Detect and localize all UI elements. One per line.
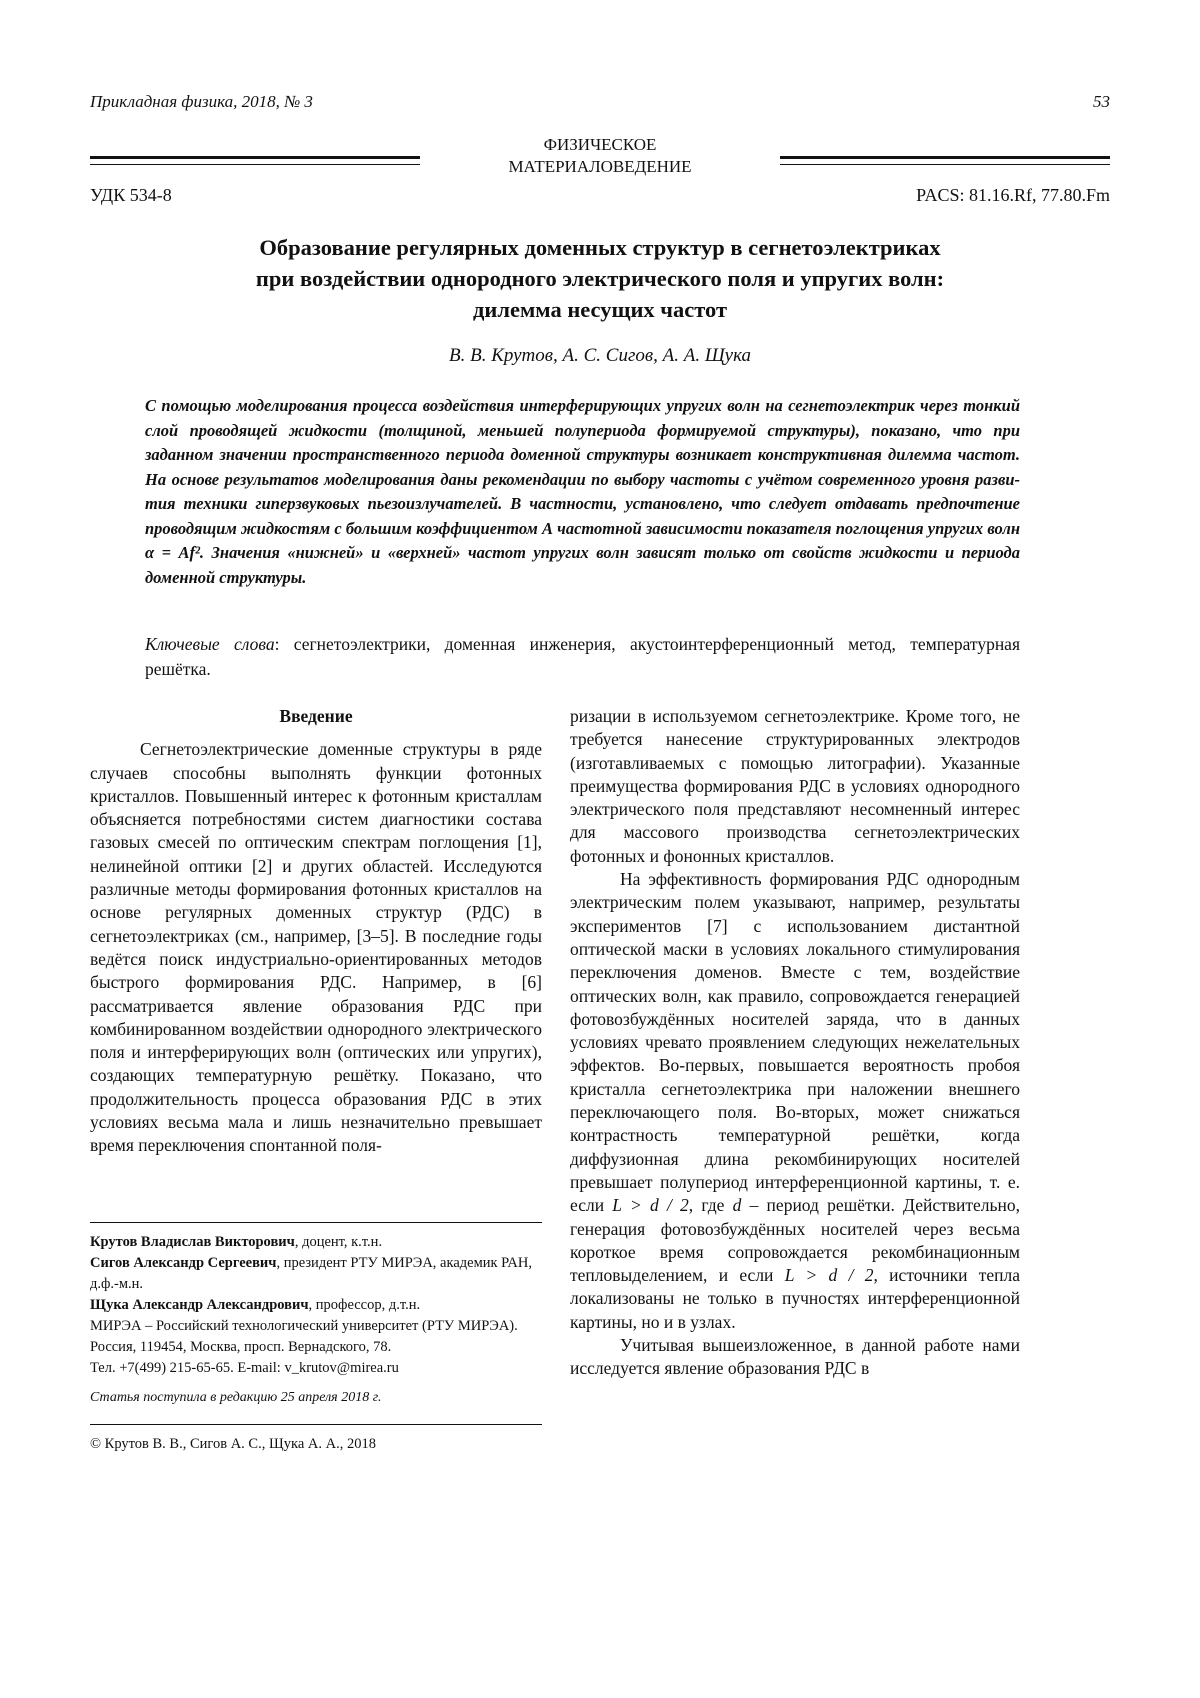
author-3-role: , профессор, д.т.н. (308, 1297, 421, 1313)
author-3-name: Щука Александр Александрович (90, 1297, 309, 1313)
paragraph-text: , где (688, 1195, 733, 1216)
copyright-rule (90, 1424, 542, 1425)
abstract-text: С помощью моделирования процесса воздействия интерферирующих упругих волн на сегнетоэлектрик через тонкий слой проводящей жидкости (толщиной, меньшей полупериода формируемой структуры), показано, что при заданном значении пространственного периода доменной структуры возникает конструктивная дилемма частот. На основе результатов моделирования даны рекомендации по выбору частоты с учётом современного уровня развития техники гиперзвуковых пьезоизлучателей. В частности, установлено, что следует отдавать предпочтение проводящим жидкостям с большим коэффициентом А частотной зависимости показателя поглощения упругих волн (145, 396, 1020, 538)
authors: В. В. Крутов, А. С. Сигов, А. А. Щука (449, 345, 751, 366)
math-inline: L > d / 2 (612, 1195, 689, 1216)
right-column (570, 705, 1020, 1381)
author-2-name: Сигов Александр Сергеевич (90, 1255, 277, 1271)
paragraph-text: На эффективность формирования РДС однородным электрическим полем указывают, например, результаты экспериментов [7] с использованием дистантной оптической маски в условиях локального стимулирования переключения доменов. Вместе с тем, воздействие оптических волн, как правило, сопровождается генерацией фотовозбуждённых носителей заряда, что в данных условиях чревато проявлением следующих нежелательных эффектов. Во-первых, повышается вероятность пробоя кристалла сегнетоэлектрика при наложении внешнего переключающего поля. Во-вторых, может снижаться контрастность температурной решётки, когда диффузионная длина рекомбинирующих носителей превышает полупериод интерференционной картины, т. е. если (570, 869, 1020, 1216)
footnote-rule (90, 1222, 542, 1223)
paragraph (570, 868, 1020, 1334)
contact: Тел. +7(499) 215-65-65. E-mail: v_krutov@mirea.ru (90, 1360, 399, 1376)
section-title (420, 134, 780, 178)
math-inline: L > d / 2 (784, 1265, 874, 1286)
title-line: при воздействии однородного электрического поля и упругих волн: (255, 266, 945, 291)
keywords (145, 632, 1020, 681)
keywords-label: Ключевые слова (145, 634, 275, 654)
paragraph-text: – период решётки. Действительно, генерация фотовозбуждённых носителей через весьма короткое время сопровождается рекомбинационным тепловыделением, и если (570, 1195, 1021, 1286)
paragraph: Сегнетоэлектрические доменные структуры в ряде случаев способны выполнять функции фотонных кристаллов. Повышенный интерес к фотонным кристаллам объясняется потребностями систем диагностики состава газовых смесей по оптическим спектрам поглощения [1], нелинейной оптики [2] и других областей. Исследуются различные методы формирования фотонных кристаллов на основе регулярных доменных структур (РДС) в сегнетоэлектриках (см., например, [3–5]. В последние годы ведётся поиск индустриально-ориентированных методов быстрого формирования РДС. Например, в [6] рассматривается явление образования РДС при комбинированном воздействии однородного электрического поля и интерферирующих волн (оптических или упругих), создающих температурную решётку. Показано, что продолжительность процесса образования РДС в этих условиях весьма мала и лишь незначительно превышает время переключения спонтанной поля- (90, 739, 542, 1156)
author-1 (90, 1232, 542, 1253)
section-rule-left (90, 156, 420, 165)
author-2-role: , президент РТУ МИРЭА, академик РАН, д.ф.-м.н. (90, 1255, 532, 1292)
journal-name: Прикладная физика, 2018, № 3 (90, 92, 313, 111)
address: Россия, 119454, Москва, просп. Вернадского, 78. (90, 1339, 392, 1355)
article-title (90, 232, 1110, 325)
page-number: 53 (1093, 92, 1110, 111)
section-title-line1: ФИЗИЧЕСКОЕ (543, 135, 657, 154)
title-line: Образование регулярных доменных структур в сегнетоэлектриках (259, 235, 941, 260)
abstract (145, 394, 1020, 590)
left-column (90, 705, 542, 1158)
paragraph-text: , источники тепла локализованы не только в пучностях интерференционной картины, но и в узлах. (570, 1265, 1021, 1332)
running-head (90, 92, 1110, 112)
math-inline: d (732, 1195, 742, 1216)
keywords-text: : сегнетоэлектрики, доменная инженерия, акустоинтерференционный метод, температурная решётка. (145, 634, 1020, 679)
author-1-role: , доцент, к.т.н. (294, 1234, 383, 1250)
title-line: дилемма несущих частот (472, 297, 727, 322)
author-2 (90, 1253, 542, 1295)
paragraph: ризации в используемом сегнетоэлектрике. Кроме того, не требуется нанесение структурированных электродов (изготавливаемых с помощью литографии). Указанные преимущества формирования РДС в условиях однородного электрического поля представляют несомненный интерес для массового производства сегнетоэлектрических фотонных и фононных кристаллов. (570, 706, 1020, 866)
paragraph: Учитывая вышеизложенное, в данной работе нами исследуется явление образования РДС в (570, 1335, 1020, 1379)
intro-heading: Введение (279, 706, 353, 726)
abstract-text-end: . Значения «нижней» и «верхней» частот упругих волн зависят только от свойств жидкости и периода доменной структуры. (145, 543, 1020, 587)
abstract-formula: α = Af² (145, 543, 200, 562)
received-date: Статья поступила в редакцию 25 апреля 2018 г. (90, 1390, 382, 1405)
author-3 (90, 1295, 542, 1316)
section-banner (90, 135, 1110, 180)
organization: МИРЭА – Российский технологический университет (РТУ МИРЭА). (90, 1318, 518, 1334)
author-footnote (90, 1232, 542, 1408)
section-title-line2: МАТЕРИАЛОВЕДЕНИЕ (508, 157, 692, 176)
udk-code: УДК 534-8 (90, 185, 172, 205)
pacs-code: PACS: 81.16.Rf, 77.80.Fm (916, 185, 1110, 205)
section-rule-right (780, 156, 1110, 165)
copyright: © Крутов В. В., Сигов А. С., Щука А. А., 2018 (90, 1436, 376, 1452)
author-1-name: Крутов Владислав Викторович (90, 1234, 295, 1250)
